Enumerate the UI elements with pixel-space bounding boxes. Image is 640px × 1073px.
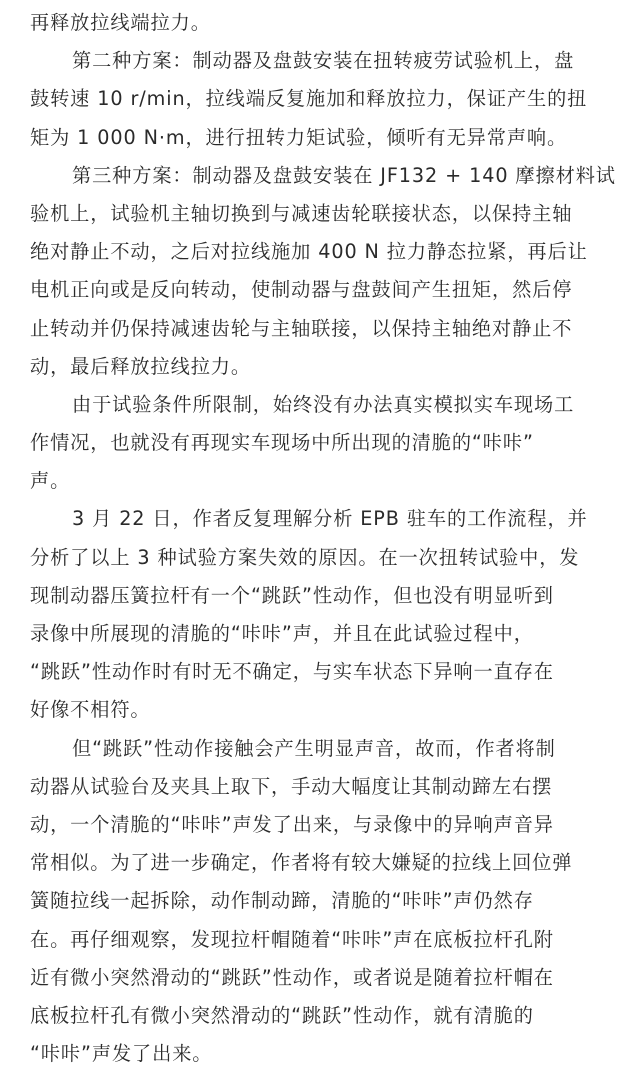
text-line: 矩为 1 000 N·m，进行扭转力矩试验，倾听有无异常声响。 xyxy=(30,125,568,149)
text-line: 簧随拉线一起拆除，动作制动蹄，清脆的“咔咔”声仍然存 xyxy=(30,889,534,913)
text-line: 现制动器压簧拉杆有一个“跳跃”性动作，但也没有明显听到 xyxy=(30,583,554,607)
text-line: “跳跃”性动作时有时无不确定，与实车状态下异响一直存在 xyxy=(30,660,554,684)
body-text xyxy=(30,4,620,1073)
text-line: “咔咔”声发了出来。 xyxy=(30,1042,213,1066)
text-line: 动器从试验台及夹具上取下，手动大幅度让其制动蹄左右摆 xyxy=(30,774,553,798)
text-line: 近有微小突然滑动的“跳跃”性动作，或者说是随着拉杆帽在 xyxy=(30,965,554,989)
text-line: 分析了以上 3 种试验方案失效的原因。在一次扭转试验中，发 xyxy=(30,545,580,569)
text-line: 鼓转速 10 r/min，拉线端反复施加和释放拉力，保证产生的扭 xyxy=(30,87,588,111)
text-line: 由于试验条件所限制，始终没有办法真实模拟实车现场工 xyxy=(72,392,575,416)
text-line: 录像中所展现的清脆的“咔咔”声，并且在此试验过程中， xyxy=(30,622,534,645)
text-line: 第二种方案：制动器及盘鼓安装在扭转疲劳试验机上，盘 xyxy=(72,49,575,73)
text-line: 好像不相符。 xyxy=(30,698,151,722)
text-line: 验机上，试验机主轴切换到与减速齿轮联接状态，以保持主轴 xyxy=(30,201,573,225)
text-line: 声。 xyxy=(30,469,71,493)
text-line: 3 月 22 日，作者反复理解分析 EPB 驻车的工作流程，并 xyxy=(72,507,588,531)
text-line: 常相似。为了进一步确定，作者将有较大嫌疑的拉线上回位弹 xyxy=(30,851,573,875)
text-line: 止转动并仍保持减速齿轮与主轴联接，以保持主轴绝对静止不 xyxy=(30,316,573,340)
text-line: 再释放拉线端拉力。 xyxy=(30,11,211,34)
text-line: 动，最后释放拉线拉力。 xyxy=(30,354,251,378)
text-line: 在。再仔细观察，发现拉杆帽随着“咔咔”声在底板拉杆孔附 xyxy=(30,927,554,951)
text-line: 电机正向或是反向转动，使制动器与盘鼓间产生扭矩，然后停 xyxy=(30,278,573,302)
text-line: 动，一个清脆的“咔咔”声发了出来，与录像中的异响声音异 xyxy=(30,812,554,836)
text-line: 第三种方案：制动器及盘鼓安装在 JF132 + 140 摩擦材料试 xyxy=(72,163,616,187)
text-line: 但“跳跃”性动作接触会产生明显声音，故而，作者将制 xyxy=(72,736,556,760)
text-line: 绝对静止不动，之后对拉线施加 400 N 拉力静态拉紧，再后让 xyxy=(30,240,588,264)
text-line: 作情况，也就没有再现实车现场中所出现的清脆的“咔咔” xyxy=(30,431,534,455)
text-line: 底板拉杆孔有微小突然滑动的“跳跃”性动作，就有清脆的 xyxy=(30,1003,534,1027)
